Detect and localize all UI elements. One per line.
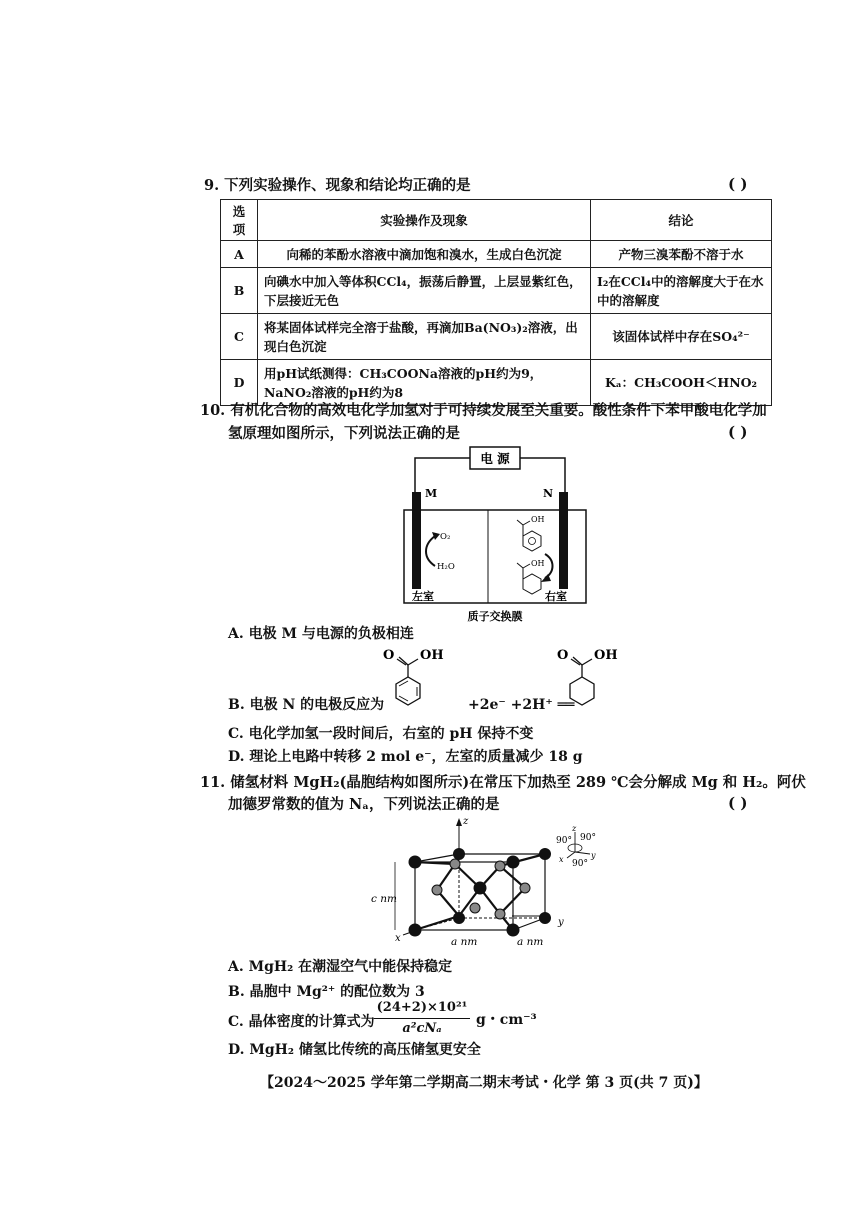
q10-option-b: B. 电极 N 的电极反应为 [228,697,385,713]
fraction-bar [374,1018,470,1019]
q10-option-c: C. 电化学加氢一段时间后，右室的 pH 保持不变 [228,726,534,742]
q10-answer-paren: ( ) [728,423,748,441]
header-operation: 实验操作及现象 [258,200,591,241]
svg-text:OH: OH [420,648,444,663]
q11-option-c-numerator: (24+2)×10²¹ [376,1000,468,1015]
benzoic-acid-structure [382,645,442,723]
svg-text:a nm: a nm [517,936,544,948]
q10-electrolysis-figure [395,440,595,625]
q10-option-b-equation: +2e⁻ +2H⁺ ══ [468,697,575,713]
table-row [221,360,772,406]
q11-answer-paren: ( ) [728,794,748,812]
q9-answer-paren: ( ) [728,175,748,193]
q10-stem-line1: 10. 有机化合物的高效电化学加氢对于可持续发展至关重要。酸性条件下苯甲酸电化学加 [200,402,767,419]
row-conclusion: I₂在CCl₄中的溶解度大于在水中的溶解度 [591,268,772,314]
row-option: C [221,314,258,360]
q11-option-a: A. MgH₂ 在潮湿空气中能保持稳定 [228,959,453,975]
q9-stem: 9. 下列实验操作、现象和结论均正确的是 [204,177,471,194]
table-header-row [221,200,772,241]
q10-option-d: D. 理论上电路中转移 2 mol e⁻，左室的质量减少 18 g [228,749,583,765]
power-source-label: 电 源 [480,451,510,466]
oh-top-label: OH [531,515,545,524]
table-row [221,314,772,360]
svg-text:c nm: c nm [371,893,397,905]
right-room-label: 右室 [545,590,567,603]
electrode-n-label: N [543,487,554,500]
svg-text:O: O [557,648,569,663]
page-footer: 【2024～2025 学年第二学期高二期末考试・化学 第 3 页(共 7 页)】 [260,1075,708,1091]
svg-text:OH: OH [594,648,618,663]
row-conclusion: 该固体试样中存在SO₄²⁻ [591,314,772,360]
q11-option-b: B. 晶胞中 Mg²⁺ 的配位数为 3 [228,984,425,1000]
header-option: 选项 [221,200,258,241]
svg-text:a nm: a nm [451,936,478,948]
q11-option-c-unit: g・cm⁻³ [476,1012,537,1028]
q10-stem-line2: 氢原理如图所示，下列说法正确的是 [228,425,460,442]
q10-option-a: A. 电极 M 与电源的负极相连 [228,626,414,642]
svg-text:z: z [463,816,469,827]
q11-crystal-cell-figure [371,812,615,952]
oh-bottom-label: OH [531,559,545,568]
svg-text:z: z [572,824,577,833]
table-row [221,241,772,268]
h2o-label: H₂O [437,562,455,572]
row-operation: 将某固体试样完全溶于盐酸，再滴加Ba(NO₃)₂溶液，出现白色沉淀 [258,314,591,360]
svg-text:90°: 90° [580,833,596,843]
table-row [221,268,772,314]
row-option: B [221,268,258,314]
electrode-m-label: M [425,487,438,500]
row-option: D [221,360,258,406]
axis-angle-icon [556,824,596,869]
svg-text:x: x [395,933,401,944]
svg-text:O: O [383,648,395,663]
o2-label: O₂ [440,532,451,542]
svg-text:y: y [558,917,564,928]
svg-text:90°: 90° [556,836,572,846]
q11-stem-line2: 加德罗常数的值为 Nₐ，下列说法正确的是 [228,796,500,813]
svg-text:90°: 90° [572,859,588,869]
q11-stem-line1: 11. 储氢材料 MgH₂(晶胞结构如图所示)在常压下加热至 289 ℃会分解成 Mg 和 H₂。阿伏 [200,774,806,791]
header-conclusion: 结论 [591,200,772,241]
row-conclusion: Kₐ：CH₃COOH＜HNO₂ [591,360,772,406]
q11-option-c-denominator: a²cNₐ [402,1021,442,1036]
row-conclusion: 产物三溴苯酚不溶于水 [591,241,772,268]
electrode-n [559,492,568,589]
row-operation: 用pH试纸测得：CH₃COONa溶液的pH约为9，NaNO₂溶液的pH约为8 [258,360,591,406]
svg-text:y: y [591,851,596,860]
row-option: A [221,241,258,268]
left-room-label: 左室 [412,590,434,603]
row-operation: 向碘水中加入等体积CCl₄，振荡后静置，上层显紫红色，下层接近无色 [258,268,591,314]
membrane-label: 质子交换膜 [467,610,523,623]
svg-text:x: x [559,855,564,864]
q9-table [220,199,772,406]
q11-option-d: D. MgH₂ 储氢比传统的高压储氢更安全 [228,1042,481,1058]
cyclohexanecarboxylic-acid-structure [556,645,618,723]
electrode-m [412,492,421,589]
row-operation: 向稀的苯酚水溶液中滴加饱和溴水，生成白色沉淀 [258,241,591,268]
q11-option-c: C. 晶体密度的计算式为 [228,1014,375,1030]
